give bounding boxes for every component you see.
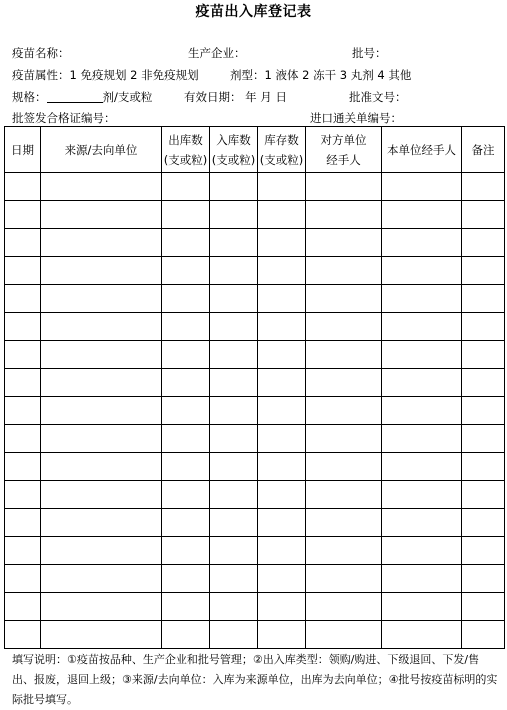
table-cell[interactable] xyxy=(41,341,162,369)
table-cell[interactable] xyxy=(306,173,382,201)
table-cell[interactable] xyxy=(306,565,382,593)
table-cell[interactable] xyxy=(210,313,258,341)
table-cell[interactable] xyxy=(162,173,210,201)
table-cell[interactable] xyxy=(210,397,258,425)
table-row xyxy=(5,229,505,257)
table-cell[interactable] xyxy=(306,369,382,397)
table-cell[interactable] xyxy=(210,201,258,229)
table-cell[interactable] xyxy=(5,341,41,369)
spec-blank xyxy=(47,90,103,103)
table-row xyxy=(5,341,505,369)
table-cell[interactable] xyxy=(41,453,162,481)
table-cell[interactable] xyxy=(210,229,258,257)
table-cell[interactable] xyxy=(210,453,258,481)
table-row xyxy=(5,173,505,201)
table-cell[interactable] xyxy=(162,425,210,453)
table-cell[interactable] xyxy=(41,565,162,593)
table-cell[interactable] xyxy=(258,509,306,537)
table-row xyxy=(5,369,505,397)
col-in-qty: 入库数 (支或粒) xyxy=(210,127,258,173)
table-cell[interactable] xyxy=(162,229,210,257)
table-cell[interactable] xyxy=(258,229,306,257)
table-cell[interactable] xyxy=(41,509,162,537)
table-cell[interactable] xyxy=(162,621,210,649)
table-cell[interactable] xyxy=(5,229,41,257)
table-cell[interactable] xyxy=(382,369,462,397)
table-row xyxy=(5,481,505,509)
table-cell[interactable] xyxy=(462,173,505,201)
spec-label: 规格： xyxy=(12,90,47,104)
vaccine-name-label: 疫苗名称： xyxy=(12,46,70,60)
table-cell[interactable] xyxy=(382,313,462,341)
table-cell[interactable] xyxy=(306,453,382,481)
table-cell[interactable] xyxy=(382,621,462,649)
table-cell[interactable] xyxy=(462,537,505,565)
vaccine-attribute-label: 疫苗属性：1 免疫规划 2 非免疫规划 xyxy=(12,68,199,82)
table-cell[interactable] xyxy=(306,257,382,285)
table-cell[interactable] xyxy=(306,201,382,229)
table-cell[interactable] xyxy=(258,173,306,201)
table-cell[interactable] xyxy=(162,565,210,593)
col-stock-qty: 库存数 (支或粒) xyxy=(258,127,306,173)
table-cell[interactable] xyxy=(306,313,382,341)
table-cell[interactable] xyxy=(462,453,505,481)
table-row xyxy=(5,621,505,649)
customs-no-label: 进口通关单编号： xyxy=(310,111,402,125)
table-cell[interactable] xyxy=(306,481,382,509)
col-source-dest: 来源/去向单位 xyxy=(41,127,162,173)
table-cell[interactable] xyxy=(5,621,41,649)
table-cell[interactable] xyxy=(210,341,258,369)
table-cell[interactable] xyxy=(306,341,382,369)
table-cell[interactable] xyxy=(41,285,162,313)
table-cell[interactable] xyxy=(210,537,258,565)
table-row xyxy=(5,397,505,425)
table-row xyxy=(5,201,505,229)
table-cell[interactable] xyxy=(210,509,258,537)
table-cell[interactable] xyxy=(382,397,462,425)
table-cell[interactable] xyxy=(462,565,505,593)
table-cell[interactable] xyxy=(306,229,382,257)
table-cell[interactable] xyxy=(5,453,41,481)
table-cell[interactable] xyxy=(382,509,462,537)
table-cell[interactable] xyxy=(5,257,41,285)
table-cell[interactable] xyxy=(382,453,462,481)
table-cell[interactable] xyxy=(5,173,41,201)
table-cell[interactable] xyxy=(5,537,41,565)
table-cell[interactable] xyxy=(462,369,505,397)
table-row xyxy=(5,285,505,313)
table-cell[interactable] xyxy=(258,481,306,509)
table-cell[interactable] xyxy=(41,201,162,229)
table-cell[interactable] xyxy=(382,537,462,565)
col-own-handler: 本单位经手人 xyxy=(382,127,462,173)
table-cell[interactable] xyxy=(462,397,505,425)
table-row xyxy=(5,257,505,285)
table-cell[interactable] xyxy=(162,257,210,285)
table-cell[interactable] xyxy=(41,481,162,509)
table-cell[interactable] xyxy=(462,509,505,537)
table-row xyxy=(5,565,505,593)
table-cell[interactable] xyxy=(258,369,306,397)
table-cell[interactable] xyxy=(462,313,505,341)
table-cell[interactable] xyxy=(41,621,162,649)
table-cell[interactable] xyxy=(462,229,505,257)
page-title: 疫苗出入库登记表 xyxy=(195,4,312,20)
register-table xyxy=(4,126,505,649)
table-cell[interactable] xyxy=(210,369,258,397)
table-cell[interactable] xyxy=(382,229,462,257)
table-cell[interactable] xyxy=(41,313,162,341)
table-cell[interactable] xyxy=(462,425,505,453)
expiry-label: 有效日期： 年 月 日 xyxy=(184,90,287,104)
filling-instructions: 填写说明：①疫苗按品种、生产企业和批号管理；②出入库类型：领购/购进、下级退回、下发/售出、报废，退回上级；③来源/去向单位：入库为来源单位，出库为去向单位；④批号按疫苗标明的实际批号填写。 xyxy=(12,653,498,706)
table-cell[interactable] xyxy=(162,201,210,229)
table-cell[interactable] xyxy=(258,425,306,453)
table-cell[interactable] xyxy=(41,537,162,565)
table-cell[interactable] xyxy=(462,593,505,621)
table-cell[interactable] xyxy=(210,173,258,201)
table-cell[interactable] xyxy=(258,397,306,425)
col-out-qty: 出库数 (支或粒) xyxy=(162,127,210,173)
table-header-row xyxy=(5,127,505,173)
table-cell[interactable] xyxy=(462,341,505,369)
table-cell[interactable] xyxy=(382,341,462,369)
table-cell[interactable] xyxy=(41,593,162,621)
dosage-form-label: 剂型：1 液体 2 冻干 3 丸剂 4 其他 xyxy=(230,68,412,82)
table-cell[interactable] xyxy=(258,537,306,565)
table-cell[interactable] xyxy=(306,537,382,565)
table-cell[interactable] xyxy=(258,621,306,649)
table-cell[interactable] xyxy=(41,257,162,285)
table-cell[interactable] xyxy=(258,341,306,369)
table-cell[interactable] xyxy=(306,593,382,621)
table-cell[interactable] xyxy=(210,593,258,621)
table-cell[interactable] xyxy=(5,425,41,453)
table-cell[interactable] xyxy=(258,285,306,313)
table-cell[interactable] xyxy=(258,453,306,481)
table-cell[interactable] xyxy=(382,565,462,593)
table-cell[interactable] xyxy=(382,481,462,509)
table-row xyxy=(5,313,505,341)
table-cell[interactable] xyxy=(5,509,41,537)
table-cell[interactable] xyxy=(462,257,505,285)
table-cell[interactable] xyxy=(162,341,210,369)
table-cell[interactable] xyxy=(382,425,462,453)
table-cell[interactable] xyxy=(5,369,41,397)
approval-no-label: 批准文号： xyxy=(349,90,407,104)
table-row xyxy=(5,537,505,565)
table-cell[interactable] xyxy=(41,369,162,397)
table-cell[interactable] xyxy=(382,285,462,313)
table-cell[interactable] xyxy=(258,593,306,621)
table-cell[interactable] xyxy=(162,313,210,341)
table-cell[interactable] xyxy=(382,201,462,229)
table-cell[interactable] xyxy=(162,537,210,565)
col-counterpart-handler: 对方单位 经手人 xyxy=(306,127,382,173)
table-cell[interactable] xyxy=(5,593,41,621)
table-cell[interactable] xyxy=(462,285,505,313)
cert-no-label: 批签发合格证编号： xyxy=(12,111,116,125)
table-cell[interactable] xyxy=(382,257,462,285)
table-cell[interactable] xyxy=(5,481,41,509)
table-cell[interactable] xyxy=(162,285,210,313)
table-cell[interactable] xyxy=(5,565,41,593)
spec-unit: 剂/支或粒 xyxy=(102,90,153,104)
table-cell[interactable] xyxy=(41,425,162,453)
table-cell[interactable] xyxy=(306,285,382,313)
table-cell[interactable] xyxy=(210,285,258,313)
table-cell[interactable] xyxy=(210,621,258,649)
batch-no-label: 批号： xyxy=(352,46,387,60)
table-cell[interactable] xyxy=(462,481,505,509)
table-row xyxy=(5,453,505,481)
table-cell[interactable] xyxy=(162,369,210,397)
table-cell[interactable] xyxy=(162,481,210,509)
table-row xyxy=(5,593,505,621)
table-cell[interactable] xyxy=(306,425,382,453)
table-cell[interactable] xyxy=(210,481,258,509)
manufacturer-label: 生产企业： xyxy=(188,46,246,60)
table-cell[interactable] xyxy=(162,397,210,425)
col-remarks: 备注 xyxy=(462,127,505,173)
table-cell[interactable] xyxy=(162,593,210,621)
table-cell[interactable] xyxy=(462,621,505,649)
table-cell[interactable] xyxy=(210,257,258,285)
table-cell[interactable] xyxy=(5,397,41,425)
table-cell[interactable] xyxy=(5,201,41,229)
table-cell[interactable] xyxy=(5,285,41,313)
table-cell[interactable] xyxy=(41,397,162,425)
table-cell[interactable] xyxy=(41,173,162,201)
table-cell[interactable] xyxy=(258,565,306,593)
table-cell[interactable] xyxy=(306,621,382,649)
table-cell[interactable] xyxy=(258,201,306,229)
table-row xyxy=(5,425,505,453)
table-cell[interactable] xyxy=(382,593,462,621)
table-cell[interactable] xyxy=(306,509,382,537)
table-cell[interactable] xyxy=(258,257,306,285)
table-cell[interactable] xyxy=(258,313,306,341)
table-cell[interactable] xyxy=(210,425,258,453)
table-row xyxy=(5,509,505,537)
table-cell[interactable] xyxy=(162,509,210,537)
table-cell[interactable] xyxy=(306,397,382,425)
table-cell[interactable] xyxy=(162,453,210,481)
table-cell[interactable] xyxy=(41,229,162,257)
col-date: 日期 xyxy=(5,127,41,173)
table-cell[interactable] xyxy=(5,313,41,341)
spec-field xyxy=(12,89,152,105)
table-cell[interactable] xyxy=(382,173,462,201)
table-cell[interactable] xyxy=(462,201,505,229)
table-cell[interactable] xyxy=(210,565,258,593)
